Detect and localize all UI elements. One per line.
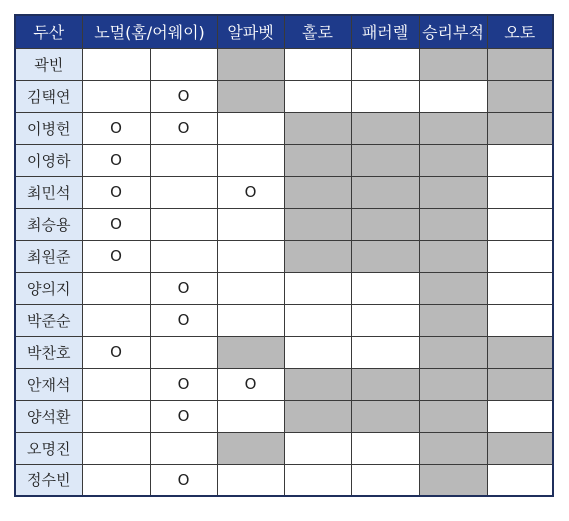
player-name: 최원준 — [15, 240, 82, 272]
unavailable-cell — [284, 400, 351, 432]
player-name: 최민석 — [15, 176, 82, 208]
check-cell: O — [82, 336, 150, 368]
unavailable-cell — [284, 176, 351, 208]
check-cell — [82, 272, 150, 304]
table-row — [15, 240, 553, 272]
table-row — [15, 400, 553, 432]
unavailable-cell — [419, 272, 487, 304]
table-row — [15, 432, 553, 464]
unavailable-cell — [487, 336, 553, 368]
unavailable-cell — [419, 144, 487, 176]
check-cell — [351, 272, 419, 304]
table-row — [15, 80, 553, 112]
check-cell — [82, 368, 150, 400]
check-cell — [487, 464, 553, 496]
check-cell: O — [82, 240, 150, 272]
unavailable-cell — [419, 464, 487, 496]
check-cell — [82, 400, 150, 432]
check-cell — [351, 336, 419, 368]
table-body — [15, 48, 553, 496]
check-cell: O — [150, 80, 217, 112]
table-row — [15, 48, 553, 80]
table-row — [15, 112, 553, 144]
check-cell: O — [217, 368, 284, 400]
player-name: 최승용 — [15, 208, 82, 240]
check-cell — [487, 208, 553, 240]
check-cell — [82, 432, 150, 464]
check-cell — [150, 144, 217, 176]
unavailable-cell — [284, 208, 351, 240]
unavailable-cell — [419, 336, 487, 368]
player-name: 이영하 — [15, 144, 82, 176]
check-cell — [82, 464, 150, 496]
check-cell — [217, 144, 284, 176]
unavailable-cell — [419, 176, 487, 208]
header-parallel: 패러렐 — [351, 15, 419, 48]
check-cell — [82, 48, 150, 80]
table-row — [15, 304, 553, 336]
player-name: 박찬호 — [15, 336, 82, 368]
unavailable-cell — [217, 432, 284, 464]
unavailable-cell — [217, 336, 284, 368]
check-cell: O — [150, 272, 217, 304]
unavailable-cell — [217, 80, 284, 112]
header-victory-charm: 승리부적 — [419, 15, 487, 48]
check-cell: O — [82, 176, 150, 208]
check-cell — [217, 208, 284, 240]
player-name: 곽빈 — [15, 48, 82, 80]
check-cell — [487, 272, 553, 304]
check-cell — [217, 112, 284, 144]
check-cell: O — [82, 144, 150, 176]
unavailable-cell — [351, 368, 419, 400]
unavailable-cell — [419, 400, 487, 432]
unavailable-cell — [487, 80, 553, 112]
header-team: 두산 — [15, 15, 82, 48]
player-name: 양석환 — [15, 400, 82, 432]
unavailable-cell — [419, 368, 487, 400]
check-cell — [284, 432, 351, 464]
check-cell — [487, 144, 553, 176]
header-row — [15, 15, 553, 48]
check-cell — [82, 80, 150, 112]
card-checklist-container — [14, 14, 554, 497]
unavailable-cell — [351, 240, 419, 272]
check-cell — [150, 208, 217, 240]
table-row — [15, 176, 553, 208]
unavailable-cell — [487, 112, 553, 144]
check-cell — [419, 80, 487, 112]
unavailable-cell — [284, 144, 351, 176]
check-cell — [284, 304, 351, 336]
check-cell — [284, 464, 351, 496]
check-cell — [487, 176, 553, 208]
unavailable-cell — [487, 48, 553, 80]
check-cell: O — [82, 208, 150, 240]
table-header — [15, 15, 553, 48]
check-cell: O — [150, 304, 217, 336]
check-cell: O — [150, 464, 217, 496]
card-checklist-table — [14, 14, 554, 497]
header-alphabet-2: 알파벳 — [217, 15, 284, 48]
check-cell: O — [150, 112, 217, 144]
check-cell — [284, 336, 351, 368]
unavailable-cell — [351, 144, 419, 176]
check-cell — [82, 304, 150, 336]
unavailable-cell — [419, 48, 487, 80]
check-cell — [284, 272, 351, 304]
check-cell — [150, 432, 217, 464]
check-cell — [351, 432, 419, 464]
header-holo: 홀로 — [284, 15, 351, 48]
unavailable-cell — [351, 208, 419, 240]
check-cell — [150, 240, 217, 272]
header-normal: 노멀(홈/어웨이) — [82, 15, 217, 48]
table-row — [15, 208, 553, 240]
check-cell: O — [150, 368, 217, 400]
check-cell — [217, 400, 284, 432]
check-cell: O — [150, 400, 217, 432]
check-cell — [217, 272, 284, 304]
check-cell — [487, 304, 553, 336]
check-cell — [487, 240, 553, 272]
unavailable-cell — [487, 368, 553, 400]
player-name: 김택연 — [15, 80, 82, 112]
check-cell — [351, 48, 419, 80]
check-cell — [351, 80, 419, 112]
unavailable-cell — [351, 176, 419, 208]
table-row — [15, 464, 553, 496]
table-row — [15, 368, 553, 400]
check-cell — [217, 240, 284, 272]
check-cell — [351, 464, 419, 496]
unavailable-cell — [351, 112, 419, 144]
unavailable-cell — [284, 112, 351, 144]
unavailable-cell — [419, 304, 487, 336]
check-cell: O — [82, 112, 150, 144]
player-name: 박준순 — [15, 304, 82, 336]
unavailable-cell — [351, 400, 419, 432]
unavailable-cell — [217, 48, 284, 80]
check-cell — [150, 176, 217, 208]
check-cell — [150, 336, 217, 368]
unavailable-cell — [419, 432, 487, 464]
player-name: 오명진 — [15, 432, 82, 464]
check-cell — [150, 48, 217, 80]
player-name: 안재석 — [15, 368, 82, 400]
check-cell: O — [217, 176, 284, 208]
check-cell — [284, 48, 351, 80]
check-cell — [351, 304, 419, 336]
unavailable-cell — [284, 240, 351, 272]
unavailable-cell — [419, 240, 487, 272]
check-cell — [487, 400, 553, 432]
table-row — [15, 144, 553, 176]
check-cell — [284, 80, 351, 112]
player-name: 이병헌 — [15, 112, 82, 144]
check-cell — [217, 464, 284, 496]
unavailable-cell — [419, 208, 487, 240]
header-auto: 오토 — [487, 15, 553, 48]
unavailable-cell — [487, 432, 553, 464]
player-name: 정수빈 — [15, 464, 82, 496]
unavailable-cell — [419, 112, 487, 144]
player-name: 양의지 — [15, 272, 82, 304]
unavailable-cell — [284, 368, 351, 400]
table-row — [15, 336, 553, 368]
check-cell — [217, 304, 284, 336]
table-row — [15, 272, 553, 304]
